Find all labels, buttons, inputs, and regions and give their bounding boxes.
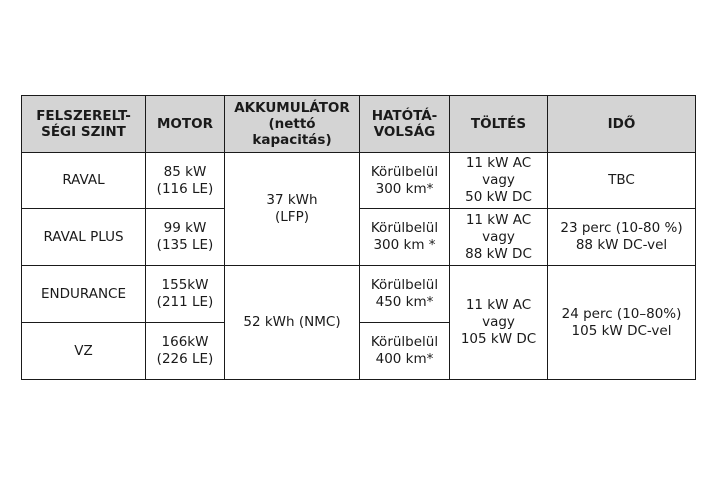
trim-cell: RAVAL PLUS [22, 209, 146, 266]
header-time: IDŐ [548, 96, 696, 153]
range-cell: Körülbelül 450 km* [360, 266, 450, 323]
trim-cell: RAVAL [22, 153, 146, 209]
header-charging: TÖLTÉS [450, 96, 548, 153]
spec-table [21, 95, 696, 380]
charging-cell: 11 kW AC vagy 50 kW DC [450, 153, 548, 209]
motor-cell: 85 kW (116 LE) [146, 153, 225, 209]
trim-cell: ENDURANCE [22, 266, 146, 323]
header-motor: MOTOR [146, 96, 225, 153]
header-range: HATÓTÁ- VOLSÁG [360, 96, 450, 153]
table-row [22, 266, 696, 323]
range-cell: Körülbelül 300 km* [360, 153, 450, 209]
charging-cell: 11 kW AC vagy 105 kW DC [450, 266, 548, 380]
motor-cell: 155kW (211 LE) [146, 266, 225, 323]
battery-cell: 52 kWh (NMC) [225, 266, 360, 380]
battery-cell: 37 kWh (LFP) [225, 153, 360, 266]
motor-cell: 166kW (226 LE) [146, 323, 225, 380]
charging-cell: 11 kW AC vagy 88 kW DC [450, 209, 548, 266]
range-cell: Körülbelül 300 km * [360, 209, 450, 266]
header-trim-level: FELSZERELT- SÉGI SZINT [22, 96, 146, 153]
header-row [22, 96, 696, 153]
header-battery: AKKUMULÁTOR (nettó kapacitás) [225, 96, 360, 153]
motor-cell: 99 kW (135 LE) [146, 209, 225, 266]
table-row [22, 153, 696, 209]
range-cell: Körülbelül 400 km* [360, 323, 450, 380]
time-cell: 24 perc (10–80%) 105 kW DC-vel [548, 266, 696, 380]
time-cell: 23 perc (10-80 %) 88 kW DC-vel [548, 209, 696, 266]
time-cell: TBC [548, 153, 696, 209]
trim-cell: VZ [22, 323, 146, 380]
